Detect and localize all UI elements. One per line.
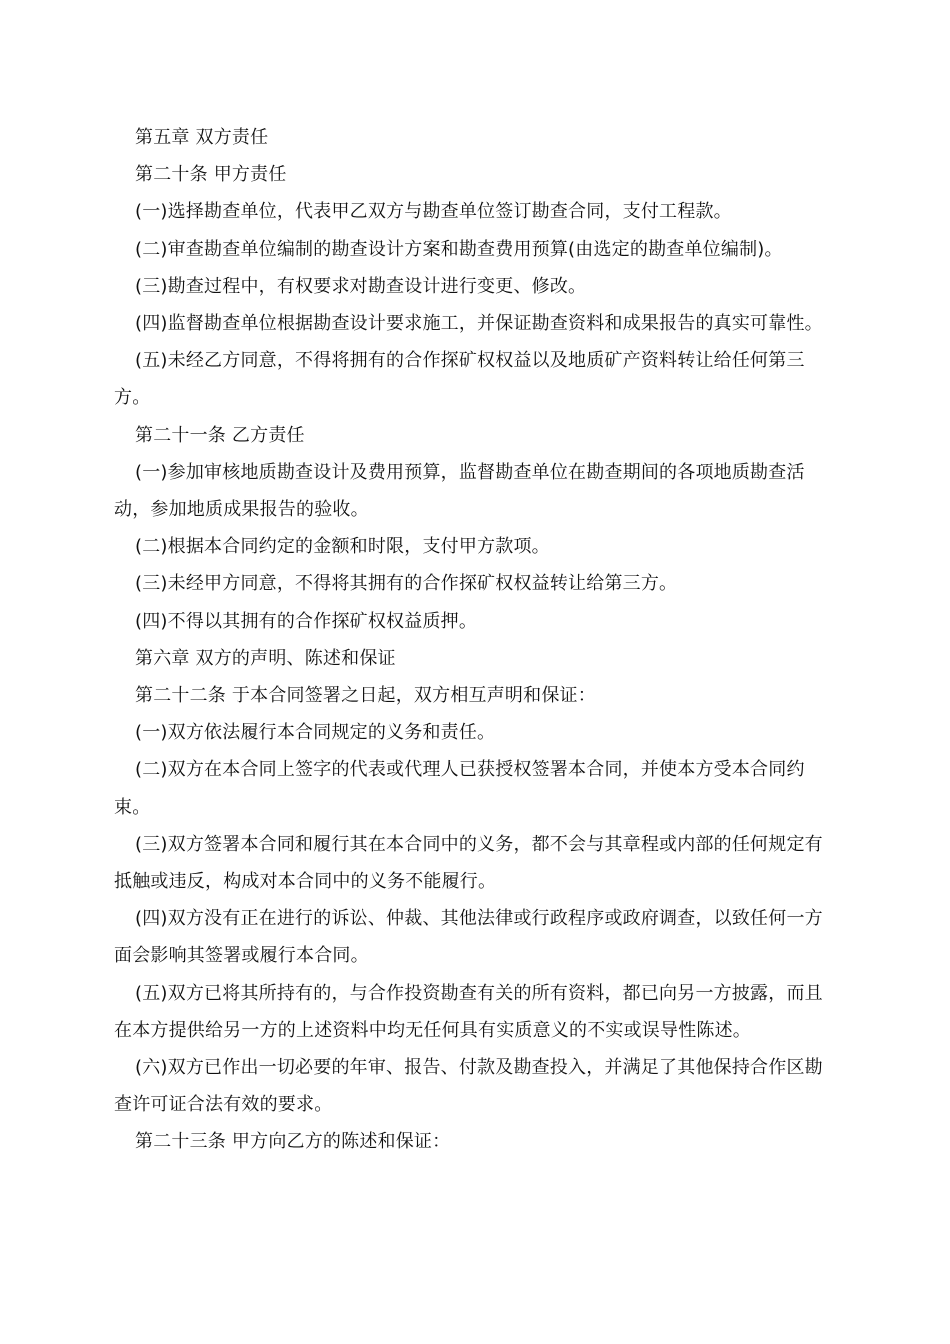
chapter-6-heading: 第六章 双方的声明、陈述和保证 bbox=[135, 647, 396, 669]
article-20-item-3: (三)勘查过程中，有权要求对勘查设计进行变更、修改。 bbox=[135, 275, 587, 297]
article-22-item-4: (四)双方没有正在进行的诉讼、仲裁、其他法律或行政程序或政府调查，以致任何一方面会影响其签署或履行本合同。 bbox=[114, 908, 823, 967]
article-22-item-2: (二)双方在本合同上签字的代表或代理人已获授权签署本合同，并使本方受本合同约束。 bbox=[114, 759, 805, 818]
article-22-item-3: (三)双方签署本合同和履行其在本合同中的义务，都不会与其章程或内部的任何规定有抵触或违反，构成对本合同中的义务不能履行。 bbox=[114, 833, 823, 893]
article-20-item-5: (五)未经乙方同意，不得将拥有的合作探矿权权益以及地质矿产资料转让给任何第三方。 bbox=[114, 350, 805, 409]
document-body bbox=[114, 119, 836, 1161]
article-22-item-6: (六)双方已作出一切必要的年审、报告、付款及勘查投入，并满足了其他保持合作区勘查许可证合法有效的要求。 bbox=[114, 1057, 823, 1116]
article-23-heading: 第二十三条 甲方向乙方的陈述和保证： bbox=[135, 1131, 451, 1153]
article-20-item-4: (四)监督勘查单位根据勘查设计要求施工，并保证勘查资料和成果报告的真实可靠性。 bbox=[135, 313, 823, 335]
article-20-item-2: (二)审查勘查单位编制的勘查设计方案和勘查费用预算(由选定的勘查单位编制)。 bbox=[135, 238, 783, 260]
article-22-item-1: (一)双方依法履行本合同规定的义务和责任。 bbox=[135, 722, 496, 744]
article-21-item-2: (二)根据本合同约定的金额和时限，支付甲方款项。 bbox=[135, 536, 550, 558]
chapter-5-heading: 第五章 双方责任 bbox=[135, 127, 269, 148]
article-22-item-5: (五)双方已将其所持有的，与合作投资勘查有关的所有资料，都已向另一方披露，而且在本方提供给另一方的上述资料中均无任何具有实质意义的不实或误导性陈述。 bbox=[114, 982, 823, 1041]
article-22-heading: 第二十二条 于本合同签署之日起，双方相互声明和保证： bbox=[135, 685, 596, 707]
article-21-heading: 第二十一条 乙方责任 bbox=[135, 424, 305, 446]
article-20-item-1: (一)选择勘查单位，代表甲乙双方与勘查单位签订勘查合同，支付工程款。 bbox=[135, 201, 732, 223]
article-21-item-4: (四)不得以其拥有的合作探矿权权益质押。 bbox=[135, 610, 478, 632]
article-20-heading: 第二十条 甲方责任 bbox=[135, 164, 287, 186]
article-21-item-3: (三)未经甲方同意，不得将其拥有的合作探矿权权益转让给第三方。 bbox=[135, 573, 678, 595]
article-21-item-1: (一)参加审核地质勘查设计及费用预算，监督勘查单位在勘查期间的各项地质勘查活动，参加地质成果报告的验收。 bbox=[114, 461, 805, 521]
